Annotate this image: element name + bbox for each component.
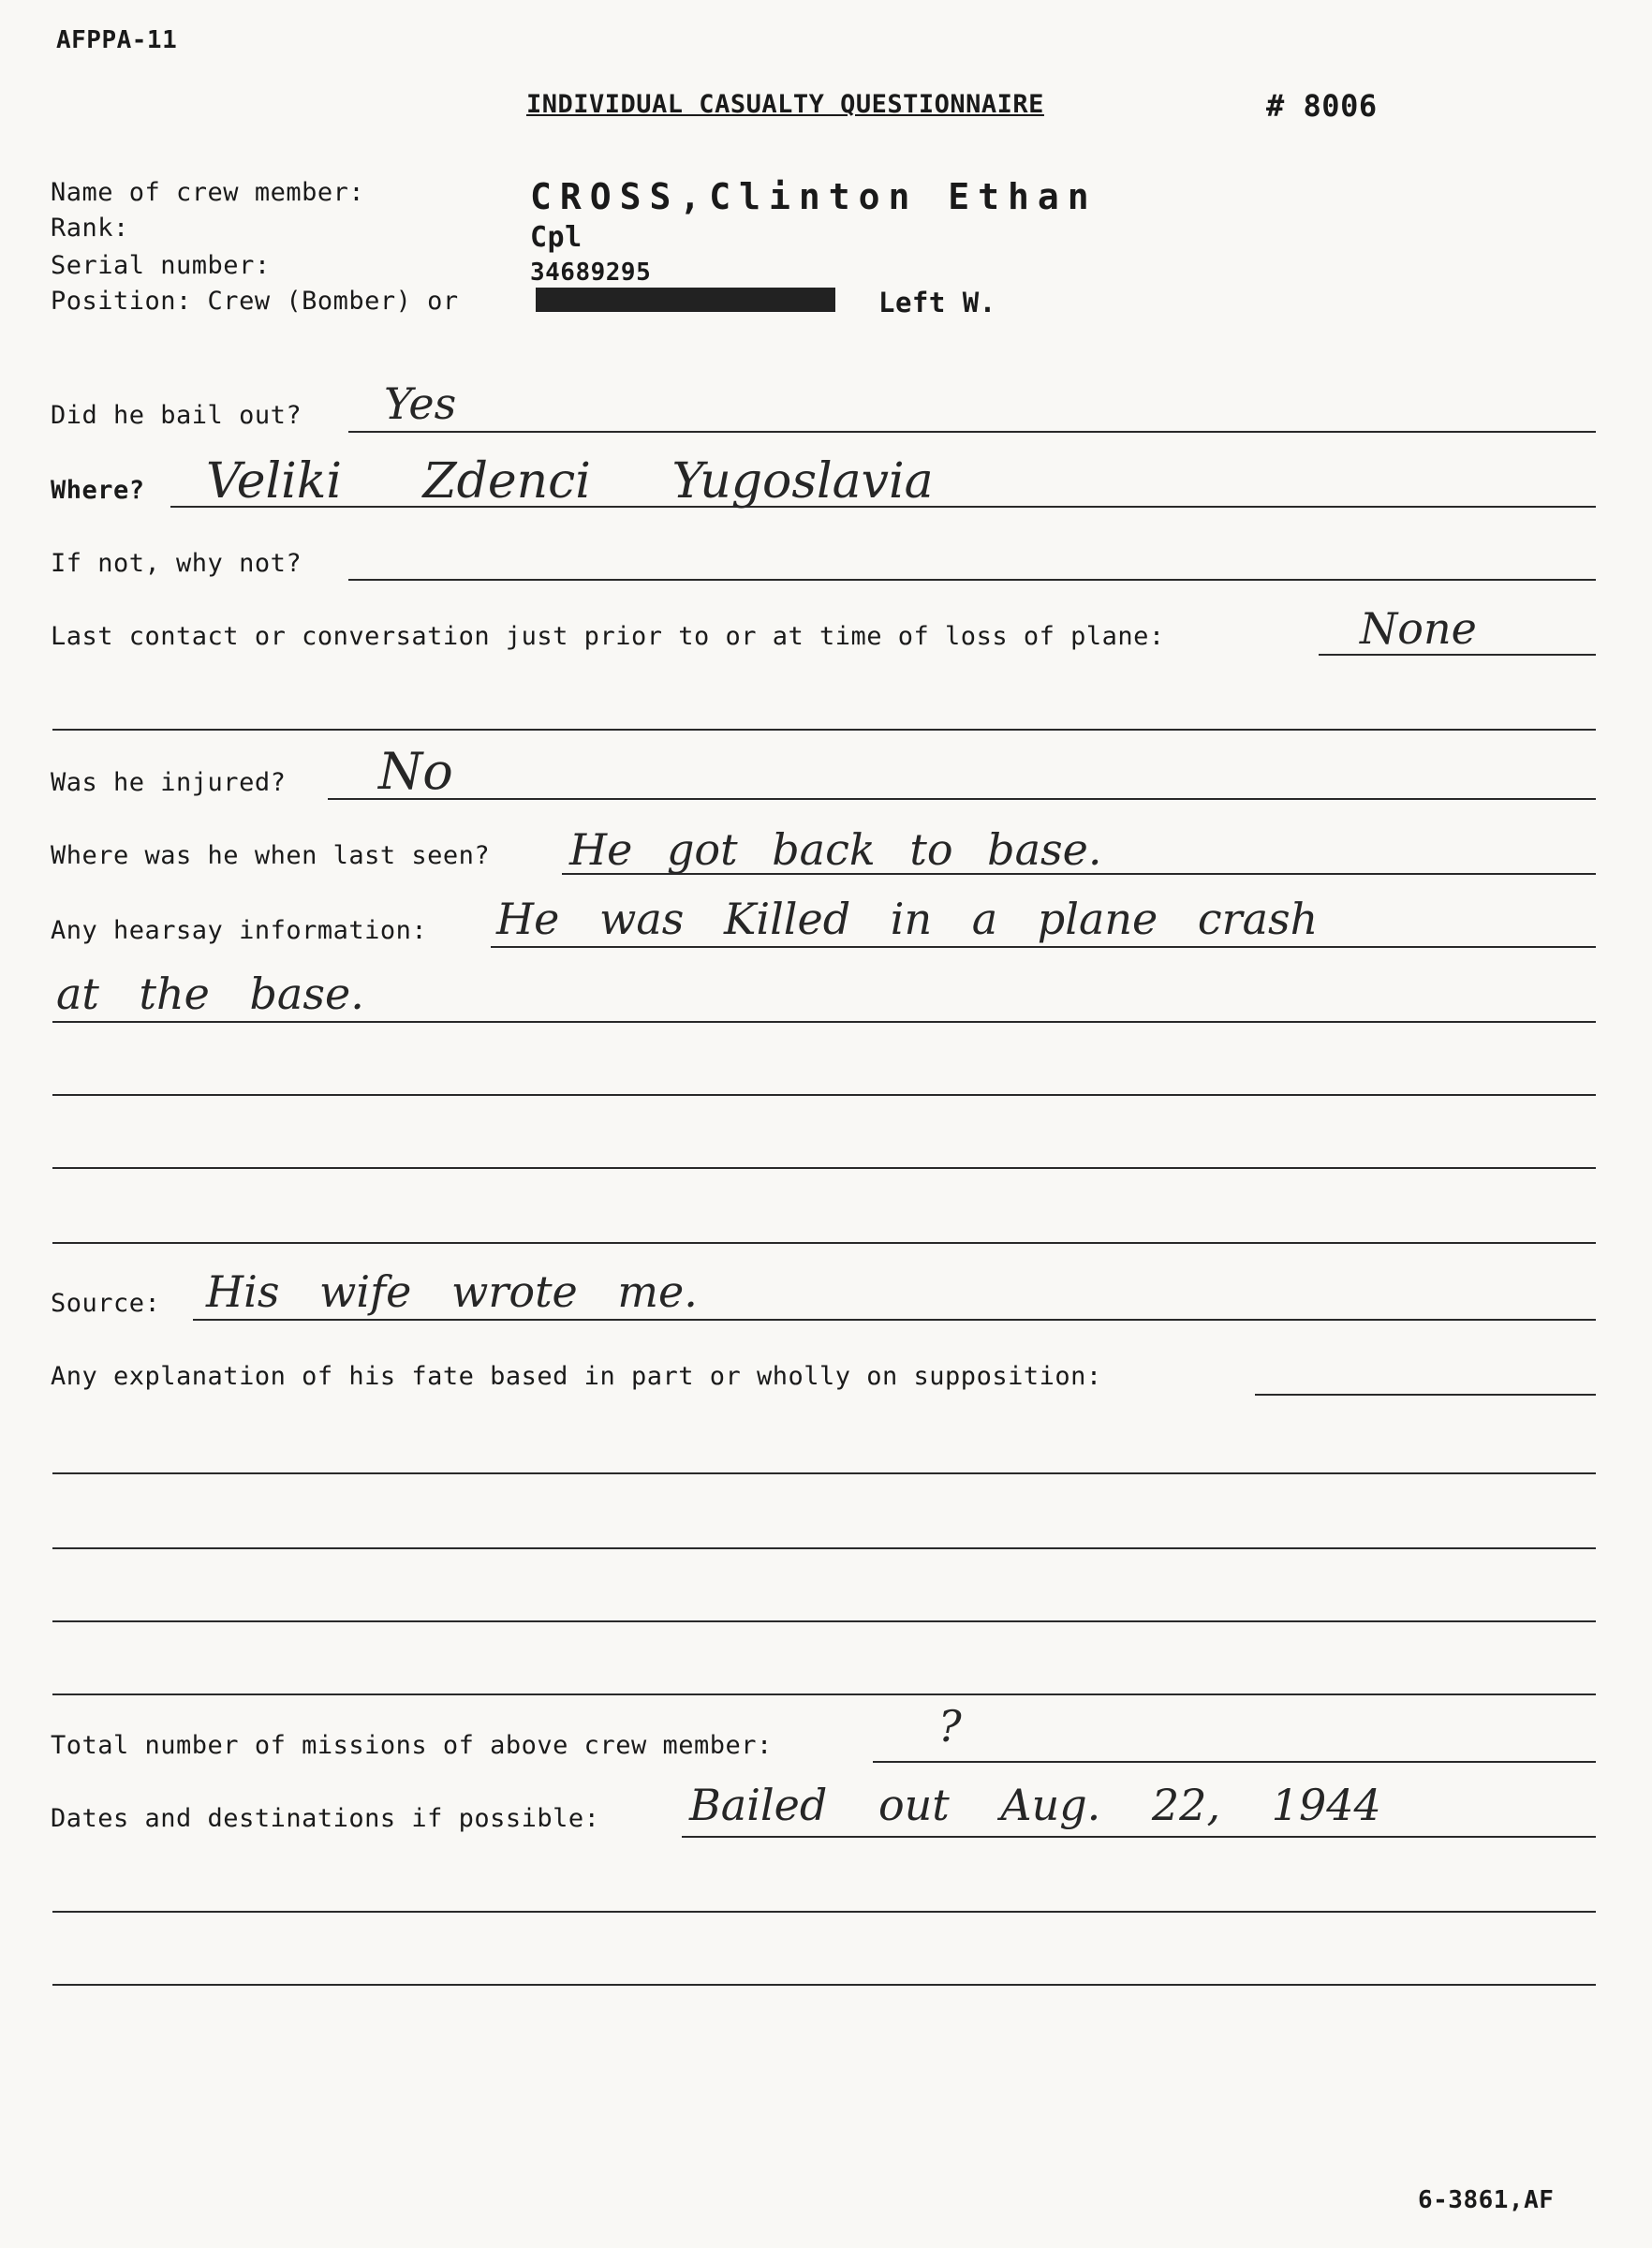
if-not-line bbox=[348, 579, 1596, 581]
hearsay-answer-1: He was Killed in a plane crash bbox=[496, 894, 1319, 944]
dates-answer: Bailed out Aug. 22, 1944 bbox=[689, 1780, 1381, 1830]
blank-line-3 bbox=[52, 1167, 1596, 1169]
name-value: CROSS,Clinton Ethan bbox=[530, 176, 1098, 217]
position-label: Position: Crew (Bomber) or bbox=[51, 287, 459, 316]
struck-out-text bbox=[536, 288, 835, 312]
serial-value: 34689295 bbox=[530, 259, 652, 287]
rank-label: Rank: bbox=[51, 214, 129, 243]
blank-line-6 bbox=[52, 1547, 1596, 1549]
blank-line-1 bbox=[52, 729, 1596, 731]
injured-line bbox=[328, 798, 1596, 800]
injured-answer: No bbox=[378, 742, 453, 801]
hearsay-line-2 bbox=[52, 1021, 1596, 1023]
source-label: Source: bbox=[51, 1289, 161, 1318]
source-line bbox=[193, 1319, 1596, 1321]
missions-label: Total number of missions of above crew member: bbox=[51, 1731, 773, 1760]
name-label: Name of crew member: bbox=[51, 178, 365, 207]
hearsay-label: Any hearsay information: bbox=[51, 916, 428, 945]
where-answer: Veliki Zdenci Yugoslavia bbox=[206, 453, 934, 510]
hearsay-line bbox=[491, 946, 1596, 948]
blank-line-2 bbox=[52, 1094, 1596, 1096]
last-contact-answer: None bbox=[1360, 603, 1477, 654]
form-code: AFPPA-11 bbox=[56, 26, 178, 54]
source-answer: His wife wrote me. bbox=[206, 1266, 698, 1317]
explanation-label: Any explanation of his fate based in part or wholly on supposition: bbox=[51, 1362, 1102, 1391]
position-value: Left W. bbox=[878, 287, 996, 318]
bail-out-answer: Yes bbox=[384, 378, 457, 429]
form-number: # 8006 bbox=[1266, 88, 1378, 124]
blank-line-9 bbox=[52, 1911, 1596, 1913]
missions-line bbox=[873, 1761, 1596, 1763]
bail-out-label: Did he bail out? bbox=[51, 401, 302, 430]
form-footer: 6-3861,AF bbox=[1418, 2186, 1555, 2214]
blank-line-7 bbox=[52, 1620, 1596, 1622]
last-contact-line bbox=[1319, 654, 1596, 656]
form-title: INDIVIDUAL CASUALTY QUESTIONNAIRE bbox=[526, 90, 1044, 119]
blank-line-8 bbox=[52, 1693, 1596, 1695]
bail-out-line bbox=[348, 431, 1596, 433]
blank-line-10 bbox=[52, 1984, 1596, 1986]
missions-answer: ? bbox=[938, 1701, 962, 1752]
injured-label: Was he injured? bbox=[51, 768, 287, 797]
serial-label: Serial number: bbox=[51, 251, 271, 280]
last-contact-label: Last contact or conversation just prior to or at time of loss of plane: bbox=[51, 622, 1165, 651]
dates-label: Dates and destinations if possible: bbox=[51, 1804, 600, 1833]
blank-line-5 bbox=[52, 1472, 1596, 1474]
last-seen-label: Where was he when last seen? bbox=[51, 841, 491, 870]
where-label: Where? bbox=[51, 476, 145, 505]
rank-value: Cpl bbox=[530, 221, 583, 254]
explanation-line bbox=[1255, 1394, 1596, 1396]
blank-line-4 bbox=[52, 1242, 1596, 1244]
hearsay-answer-2: at the base. bbox=[56, 969, 364, 1019]
dates-line bbox=[682, 1836, 1596, 1838]
last-seen-answer: He got back to base. bbox=[569, 824, 1102, 875]
if-not-label: If not, why not? bbox=[51, 549, 302, 578]
